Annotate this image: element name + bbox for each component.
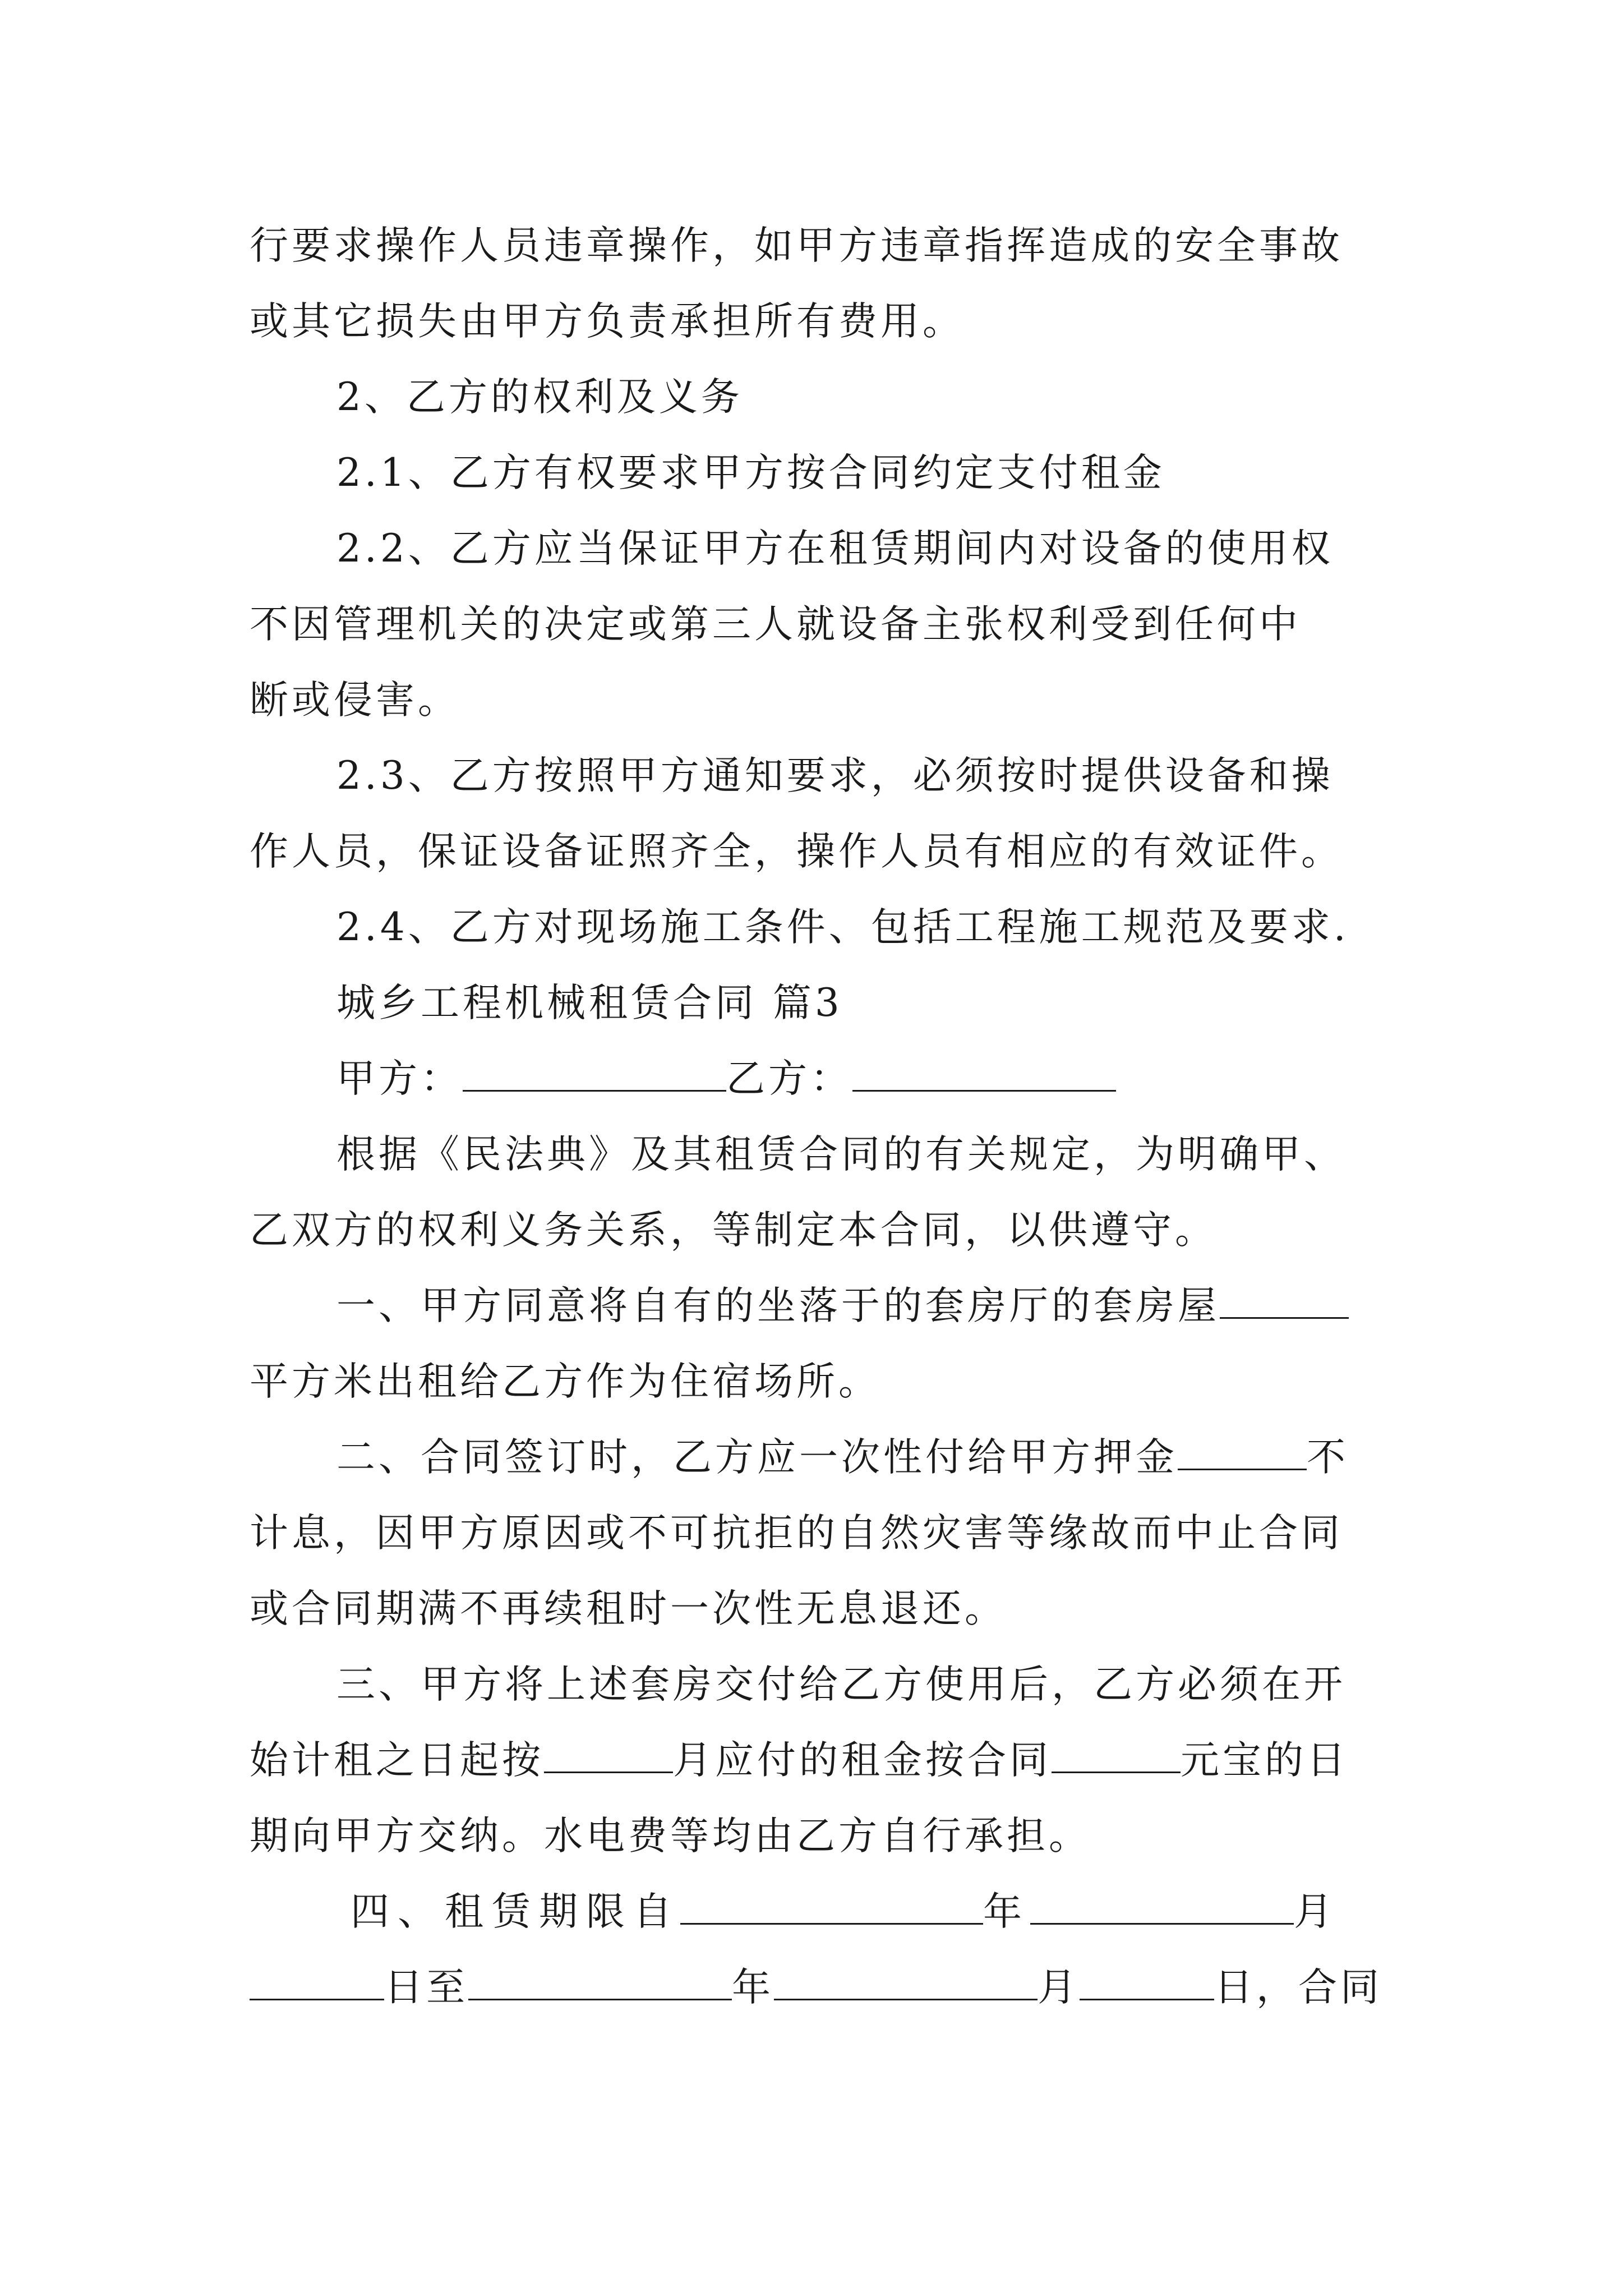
clause-3-text: 月应付的租金按合同 <box>673 1738 1052 1783</box>
party-line <box>336 1048 1116 1110</box>
section-title: 城乡工程机械租赁合同 篇3 <box>336 981 843 1025</box>
month-label: 月 <box>1294 1889 1341 1934</box>
end-month-blank <box>774 1965 1038 2000</box>
start-year-blank <box>680 1889 983 1925</box>
clause-2-2: 2.2、乙方应当保证甲方在租赁期间内对设备的使用权 <box>336 526 1334 571</box>
body-line: 行要求操作人员违章操作，如甲方违章指挥造成的安全事故 <box>250 223 1343 268</box>
party-b-blank <box>852 1056 1116 1092</box>
clause-2-4: 2.4、乙方对现场施工条件、包括工程施工规范及要求. <box>336 905 1349 950</box>
month-label: 月 <box>1038 1965 1080 2010</box>
end-year-blank <box>468 1965 732 2000</box>
body-line: 乙双方的权利义务关系，等制定本合同，以供遵守。 <box>250 1208 1217 1253</box>
intro-line: 根据《民法典》及其租赁合同的有关规定，为明确甲、 <box>336 1132 1346 1177</box>
clause-4-text: 日至 <box>384 1965 468 2010</box>
end-day-blank <box>1080 1965 1214 2000</box>
body-line: 不因管理机关的决定或第三人就设备主张权利受到任何中 <box>250 602 1301 647</box>
area-blank <box>1220 1283 1349 1319</box>
clause-3-line: 三、甲方将上述套房交付给乙方使用后，乙方必须在开 <box>336 1662 1346 1707</box>
clause-4-line <box>351 1881 1341 1943</box>
body-line: 或合同期满不再续租时一次性无息退还。 <box>250 1586 1007 1631</box>
year-label: 年 <box>983 1889 1030 1934</box>
month-blank <box>544 1738 673 1773</box>
section-heading: 2、乙方的权利及义务 <box>336 375 743 420</box>
body-line: 平方米出租给乙方作为住宿场所。 <box>250 1359 880 1404</box>
party-a-label: 甲方： <box>336 1056 463 1101</box>
body-line: 作人员，保证设备证照齐全，操作人员有相应的有效证件。 <box>250 829 1343 874</box>
clause-4-text: 四、租赁期限自 <box>351 1889 680 1934</box>
body-line: 计息，因甲方原因或不可抗拒的自然灾害等缘故而中止合同 <box>250 1511 1343 1556</box>
start-day-blank <box>250 1965 384 2000</box>
clause-3-line2 <box>250 1729 1349 1791</box>
party-b-label: 乙方： <box>726 1056 852 1101</box>
clause-2-1: 2.1、乙方有权要求甲方按合同约定支付租金 <box>336 450 1165 495</box>
clause-4-text: 日，合同 <box>1214 1965 1382 2010</box>
clause-2-text-end: 不 <box>1307 1435 1349 1480</box>
body-line: 或其它损失由甲方负责承担所有费用。 <box>250 299 965 344</box>
clause-3-text: 元宝的日 <box>1181 1738 1349 1783</box>
party-a-blank <box>463 1056 726 1092</box>
body-line: 断或侵害。 <box>250 678 460 723</box>
body-line: 期向甲方交纳。水电费等均由乙方自行承担。 <box>250 1814 1091 1858</box>
year-label: 年 <box>732 1965 774 2010</box>
deposit-blank <box>1178 1435 1307 1470</box>
clause-1-line <box>336 1275 1349 1337</box>
clause-3-text: 始计租之日起按 <box>250 1738 544 1783</box>
clause-1-text: 一、甲方同意将自有的坐落于的套房厅的套房屋 <box>336 1283 1220 1328</box>
rent-blank <box>1052 1738 1181 1773</box>
clause-2-text: 二、合同签订时，乙方应一次性付给甲方押金 <box>336 1435 1178 1480</box>
clause-2-line <box>336 1427 1349 1488</box>
start-month-blank <box>1030 1889 1294 1925</box>
clause-4-line2 <box>250 1957 1382 2018</box>
clause-2-3: 2.3、乙方按照甲方通知要求，必须按时提供设备和操 <box>336 753 1334 798</box>
